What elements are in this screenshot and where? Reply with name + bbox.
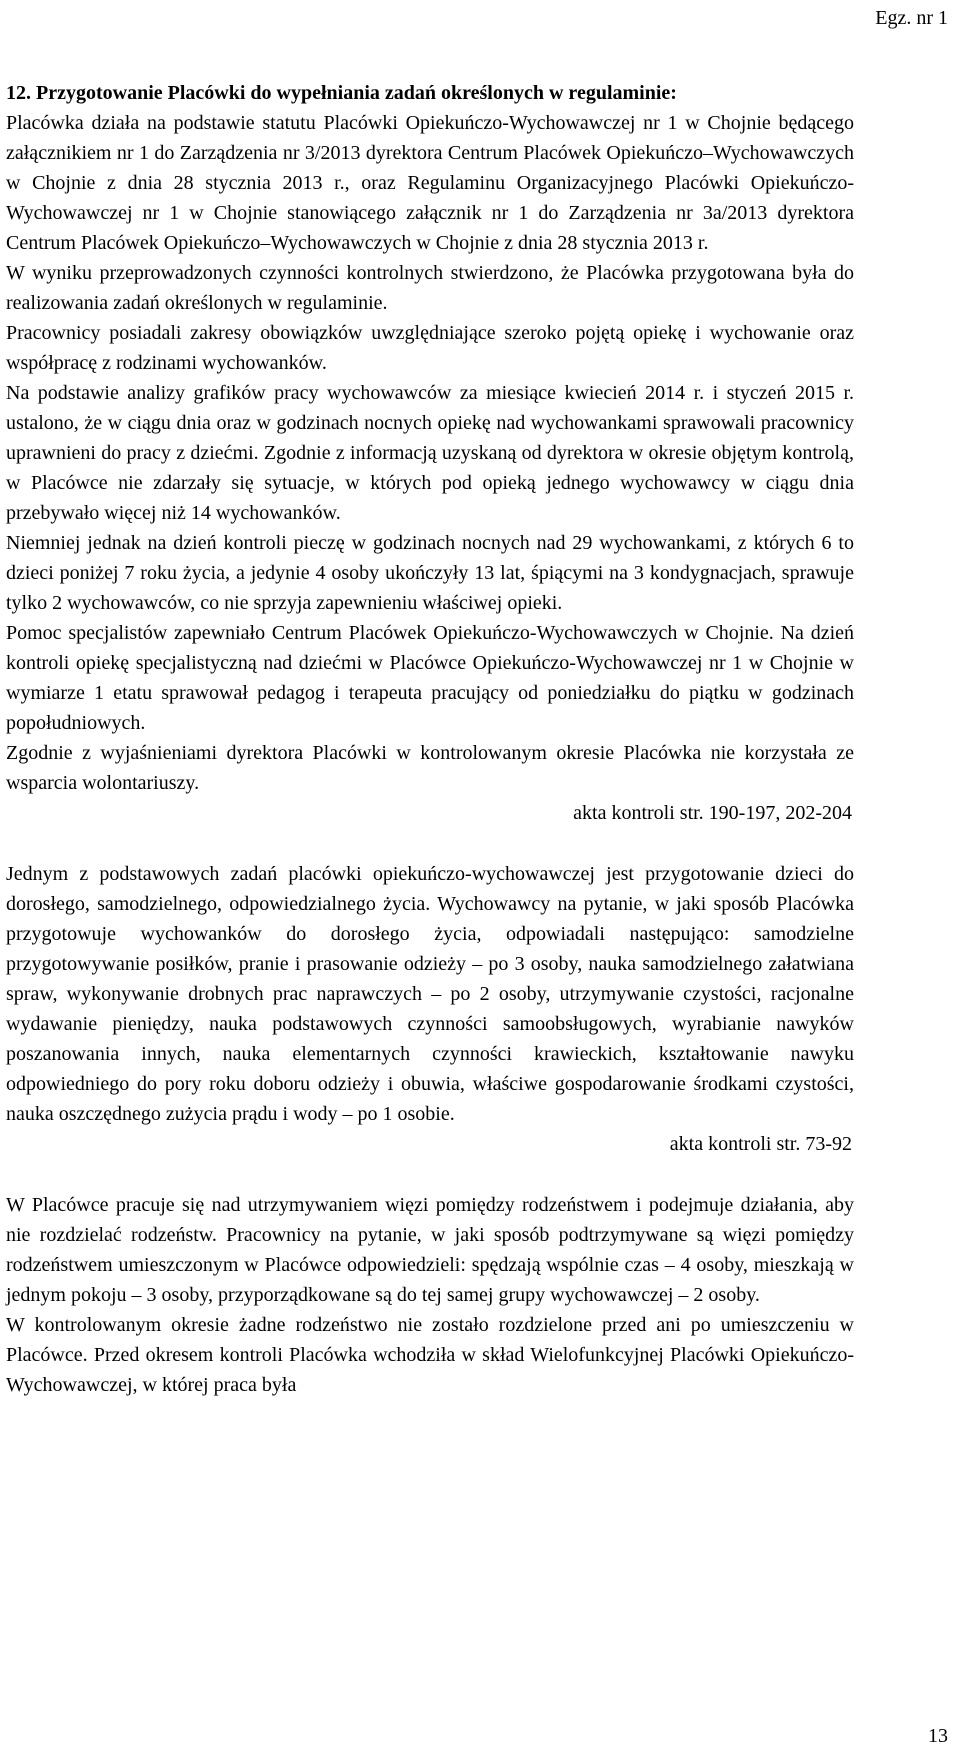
file-reference-2: akta kontroli str. 73-92: [669, 1133, 852, 1155]
paragraph-night-care: Niemniej jednak na dzień kontroli pieczę w godzinach nocnych nad 29 wychowankami, z których 6 to dzieci poniżej 7 roku życia, a jedynie 4 osoby ukończyły 13 lat, śpiącymi na 3 kondygnacjach, sprawuje tylko 2 wychowawców, co nie sprzyja zapewnieniu właściwej opieki.: [6, 532, 854, 614]
paragraph-independence-preparation: Jednym z podstawowych zadań placówki opiekuńczo-wychowawczej jest przygotowanie dzieci do dorosłego, samodzielnego, odpowiedzialnego życia. Wychowawcy na pytanie, w jaki sposób Placówka przygotowuje wychowanków do dorosłego życia, odpowiadali następująco: samodzielne przygotowywanie posiłków, pranie i prasowanie odzieży – po 3 osoby, nauka samodzielnego załatwiana spraw, wykonywanie drobnych prac naprawczych – po 2 osoby, utrzymywanie czystości, racjonalne wydawanie pieniędzy, nauka podstawowych czynności samoobsługowych, wyrabianie nawyków poszanowania innych, nauka elementarnych czynności krawieckich, kształtowanie nawyku odpowiedniego do pory roku doboru odzieży i obuwia, właściwe gospodarowanie środkami czystości, nauka oszczędnego zużycia prądu i wody – po 1 osobie.: [6, 863, 854, 1125]
paragraph-preparedness-finding: W wyniku przeprowadzonych czynności kontrolnych stwierdzono, że Placówka przygotowana była do realizowania zadań określonych w regulaminie.: [6, 262, 854, 314]
paragraph-work-schedules: Na podstawie analizy grafików pracy wychowawców za miesiące kwiecień 2014 r. i styczeń 2015 r. ustalono, że w ciągu dnia oraz w godzinach nocnych opiekę nad wychowankami sprawowali pracownicy uprawnieni do pracy z dziećmi. Zgodnie z informacją uzyskaną od dyrektora w okresie objętym kontrolą, w Placówce nie zdarzały się sytuacje, w których pod opieką jednego wychowawcy w ciągu dnia przebywało więcej niż 14 wychowanków.: [6, 382, 854, 524]
file-reference-1: akta kontroli str. 190-197, 202-204: [573, 802, 852, 824]
document-body: [6, 78, 854, 1400]
paragraph-sibling-separation: W kontrolowanym okresie żadne rodzeństwo nie zostało rozdzielone przed ani po umieszczeniu w Placówce. Przed okresem kontroli Placówka wchodziła w skład Wielofunkcyjnej Placówki Opiekuńczo-Wychowawczej, w której praca była: [6, 1314, 854, 1396]
page-number: 13: [928, 1725, 948, 1747]
paragraph-volunteers: Zgodnie z wyjaśnieniami dyrektora Placówki w kontrolowanym okresie Placówka nie korzystała ze wsparcia wolontariuszy.: [6, 742, 854, 794]
copy-number-label: Egz. nr 1: [875, 7, 948, 29]
paragraph-sibling-bonds: W Placówce pracuje się nad utrzymywaniem więzi pomiędzy rodzeństwem i podejmuje działania, aby nie rozdzielać rodzeństw. Pracownicy na pytanie, w jaki sposób podtrzymywane są więzi pomiędzy rodzeństwem umieszczonym w Placówce odpowiedzieli: spędzają wspólnie czas – 4 osoby, mieszkają w jednym pokoju – 3 osoby, przyporządkowane są do tej samej grupy wychowawczej – 2 osoby.: [6, 1194, 854, 1306]
paragraph-specialist-support: Pomoc specjalistów zapewniało Centrum Placówek Opiekuńczo-Wychowawczych w Chojnie. Na dzień kontroli opiekę specjalistyczną nad dziećmi w Placówce Opiekuńczo-Wychowawczej nr 1 w Chojnie w wymiarze 1 etatu sprawował pedagog i terapeuta pracujący od poniedziałku do piątku w godzinach popołudniowych.: [6, 622, 854, 734]
paragraph-statute-basis: Placówka działa na podstawie statutu Placówki Opiekuńczo-Wychowawczej nr 1 w Chojnie będącego załącznikiem nr 1 do Zarządzenia nr 3/2013 dyrektora Centrum Placówek Opiekuńczo–Wychowawczych w Chojnie z dnia 28 stycznia 2013 r., oraz Regulaminu Organizacyjnego Placówki Opiekuńczo-Wychowawczej nr 1 w Chojnie stanowiącego załącznik nr 1 do Zarządzenia nr 3a/2013 dyrektora Centrum Placówek Opiekuńczo–Wychowawczych w Chojnie z dnia 28 stycznia 2013 r.: [6, 112, 854, 254]
paragraph-staff-duties: Pracownicy posiadali zakresy obowiązków uwzględniające szeroko pojętą opiekę i wychowanie oraz współpracę z rodzinami wychowanków.: [6, 322, 854, 374]
section-heading: 12. Przygotowanie Placówki do wypełniania zadań określonych w regulaminie:: [6, 82, 677, 104]
